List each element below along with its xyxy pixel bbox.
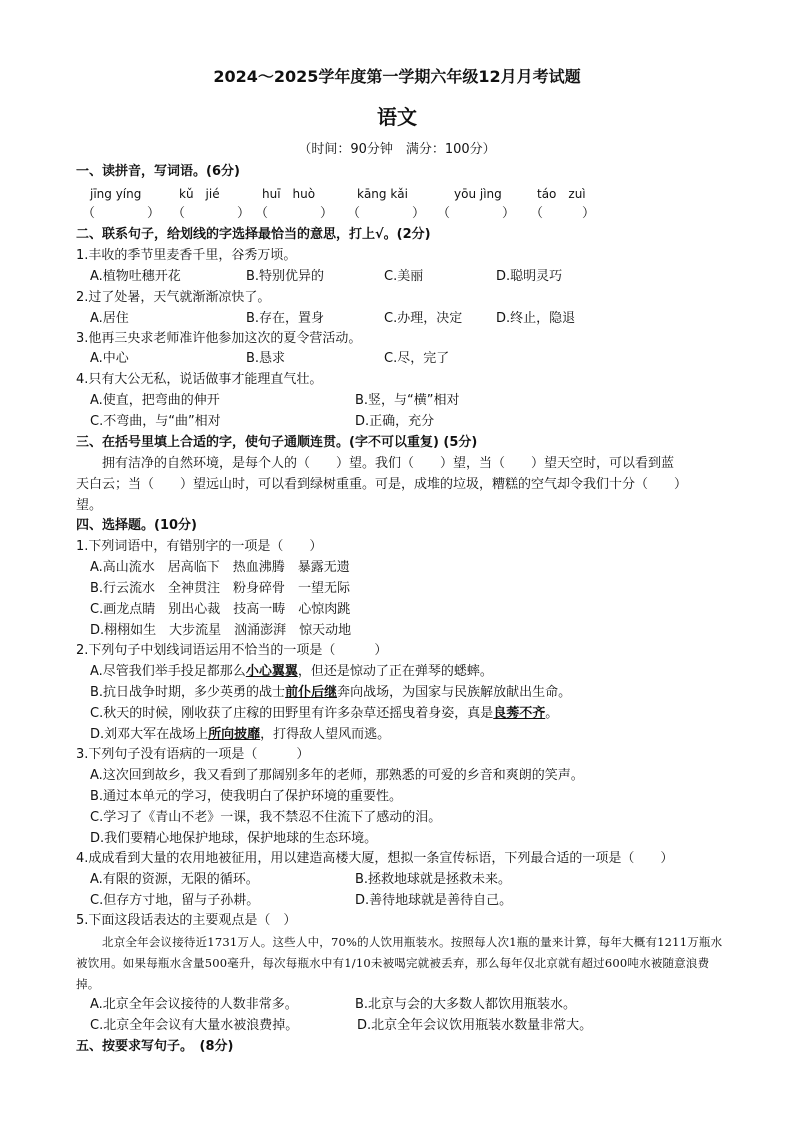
section-2-heading: 二、联系句子，给划线的字选择最恰当的意思，打上√。(2分)	[76, 227, 431, 242]
s3-passage-line-1: 拥有洁净的自然环境，是每个人的（ ）望。我们（ ）望，当（ ）望天空时，可以看到蓝	[102, 456, 675, 471]
section-1-heading: 一、读拼音，写词语。(6分)	[76, 164, 240, 179]
pinyin-6: táo zuì	[537, 187, 586, 201]
option[interactable]: D.聪明灵巧	[496, 269, 563, 284]
subject-title: 语文	[377, 105, 417, 129]
section-4-heading: 四、选择题。(10分)	[76, 518, 197, 533]
underlined-word: 前仆后继	[285, 685, 338, 700]
s4-q1-option-b[interactable]: B.行云流水 全神贯注 粉身碎骨 一望无际	[90, 581, 351, 596]
option-text: 奔向战场，为国家与民族解放献出生命。	[337, 685, 572, 700]
option-text: A.尽管我们举手投足都那么	[90, 664, 246, 679]
s4-q1-option-a[interactable]: A.高山流水 居高临下 热血沸腾 暴露无遗	[90, 560, 350, 575]
s4-q5-passage: 北京全年会议接待近1731万人。这些人中，70%的人饮用瓶装水。按照每人次1瓶的量来计算，每年大概有1211万瓶水被饮用。如果每瓶水含量500毫升，每次每瓶水中有1/10未被喝完就被丢弃，那么每年仅北京就有超过600吨水被随意浪费掉。	[76, 935, 723, 991]
s4-q1-option-d[interactable]: D.栩栩如生 大步流星 汹涌澎湃 惊天动地	[90, 623, 352, 638]
s2-question-1: 1.丰收的季节里麦香千里，谷秀万顷。	[76, 248, 297, 263]
option[interactable]: D.正确，充分	[355, 414, 435, 429]
option-text: C.秋天的时候，刚收获了庄稼的田野里有许多杂草还摇曳着身姿，真是	[90, 706, 494, 721]
blank-5[interactable]: （ ）	[437, 206, 516, 221]
option[interactable]: B.竖，与“横”相对	[355, 393, 460, 408]
s4-q2-option-b[interactable]	[90, 684, 571, 702]
s2-question-2: 2.过了处暑，天气就渐渐凉快了。	[76, 290, 271, 305]
option[interactable]: A.居住	[90, 311, 129, 326]
blank-3[interactable]: （ ）	[255, 206, 334, 221]
option[interactable]: B.存在，置身	[246, 311, 325, 326]
s4-q2-option-c[interactable]	[90, 705, 558, 723]
s4-q2-option-a[interactable]	[90, 663, 493, 681]
underlined-word: 良莠不齐	[493, 706, 546, 721]
s2-question-3: 3.他再三央求老师准许他参加这次的夏令营活动。	[76, 331, 362, 346]
option[interactable]: C.美丽	[384, 269, 424, 284]
blank-1[interactable]: （ ）	[82, 206, 161, 221]
pinyin-4: kāng kǎi	[357, 187, 408, 201]
option[interactable]: C.不弯曲，与“曲”相对	[90, 414, 221, 429]
s4-question-2: 2.下列句子中划线词语运用不恰当的一项是（ ）	[76, 643, 388, 658]
s4-q2-option-d[interactable]	[90, 726, 390, 744]
option[interactable]: B.恳求	[246, 351, 286, 366]
option[interactable]: A.植物吐穗开花	[90, 269, 181, 284]
section-3-heading: 三、在括号里填上合适的字，使句子通顺连贯。(字不可以重复) (5分)	[76, 435, 478, 450]
option[interactable]: C.尽，完了	[384, 351, 450, 366]
s4-q3-option-d[interactable]: D.我们要精心地保护地球，保护地球的生态环境。	[90, 831, 378, 846]
s3-passage-line-3: 望。	[76, 498, 103, 513]
pinyin-3: huī huò	[262, 187, 316, 201]
s3-passage-line-2: 天白云；当（ ）望远山时，可以看到绿树重重。可是，成堆的垃圾，糟糕的空气却令我们十分（ ）	[76, 477, 688, 492]
s4-q5-option-a[interactable]: A.北京全年会议接待的人数非常多。	[90, 997, 298, 1012]
underlined-word: 所向披靡	[208, 727, 261, 742]
s4-q5-option-b[interactable]: B.北京与会的大多数人都饮用瓶装水。	[355, 997, 577, 1012]
pinyin-5: yōu jìng	[454, 187, 502, 201]
s4-question-3: 3.下列句子没有语病的一项是（ ）	[76, 747, 310, 762]
option-text: ，打得敌人望风而逃。	[260, 727, 391, 742]
option-text: D.刘邓大军在战场上	[90, 727, 209, 742]
s4-q3-option-b[interactable]: B.通过本单元的学习，使我明白了保护环境的重要性。	[90, 789, 403, 804]
option-text: ，但还是惊动了正在弹琴的蟋蟀。	[297, 664, 493, 679]
s4-q4-option-b[interactable]: B.拯救地球就是拯救未来。	[355, 872, 512, 887]
s4-q1-option-c[interactable]: C.画龙点睛 别出心裁 技高一畴 心惊肉跳	[90, 602, 351, 617]
option-text: 。	[545, 706, 559, 721]
underlined-word: 小心翼翼	[245, 664, 298, 679]
exam-title: 2024～2025学年度第一学期六年级12月月考试题	[213, 67, 581, 86]
s2-question-4: 4.只有大公无私，说话做事才能理直气壮。	[76, 372, 323, 387]
s4-question-5: 5.下面这段话表达的主要观点是（ ）	[76, 913, 297, 928]
s4-q5-option-c[interactable]: C.北京全年会议有大量水被浪费掉。	[90, 1018, 299, 1033]
s4-q3-option-a[interactable]: A.这次回到故乡，我又看到了那阔别多年的老师，那熟悉的可爱的乡音和爽朗的笑声。	[90, 768, 584, 783]
s4-q4-option-c[interactable]: C.但存方寸地，留与子孙耕。	[90, 893, 260, 908]
blank-4[interactable]: （ ）	[347, 206, 426, 221]
s4-question-1: 1.下列词语中，有错别字的一项是（ ）	[76, 539, 323, 554]
s4-question-4: 4.成成看到大量的农用地被征用，用以建造高楼大厦，想拟一条宣传标语，下列最合适的一项是（ ）	[76, 851, 674, 866]
blank-6[interactable]: （ ）	[530, 206, 596, 221]
option[interactable]: C.办理，决定	[384, 311, 463, 326]
s4-q4-option-a[interactable]: A.有限的资源，无限的循环。	[90, 872, 259, 887]
s4-q3-option-c[interactable]: C.学习了《青山不老》一课，我不禁忍不住流下了感动的泪。	[90, 810, 442, 825]
exam-info: （时间：90分钟 满分：100分）	[298, 142, 496, 157]
option-text: B.抗日战争时期，多少英勇的战士	[90, 685, 286, 700]
blank-2[interactable]: （ ）	[172, 206, 251, 221]
option[interactable]: A.中心	[90, 351, 129, 366]
option[interactable]: A.使直，把弯曲的伸开	[90, 393, 220, 408]
pinyin-1: jīng yíng	[90, 187, 142, 201]
s4-q4-option-d[interactable]: D.善待地球就是善待自己。	[355, 893, 513, 908]
section-5-heading: 五、按要求写句子。 (8分)	[76, 1039, 234, 1054]
option[interactable]: D.终止，隐退	[496, 311, 576, 326]
s4-q5-option-d[interactable]: D.北京全年会议饮用瓶装水数量非常大。	[357, 1018, 593, 1033]
pinyin-2: kǔ jié	[179, 187, 220, 201]
option[interactable]: B.特别优异的	[246, 269, 325, 284]
